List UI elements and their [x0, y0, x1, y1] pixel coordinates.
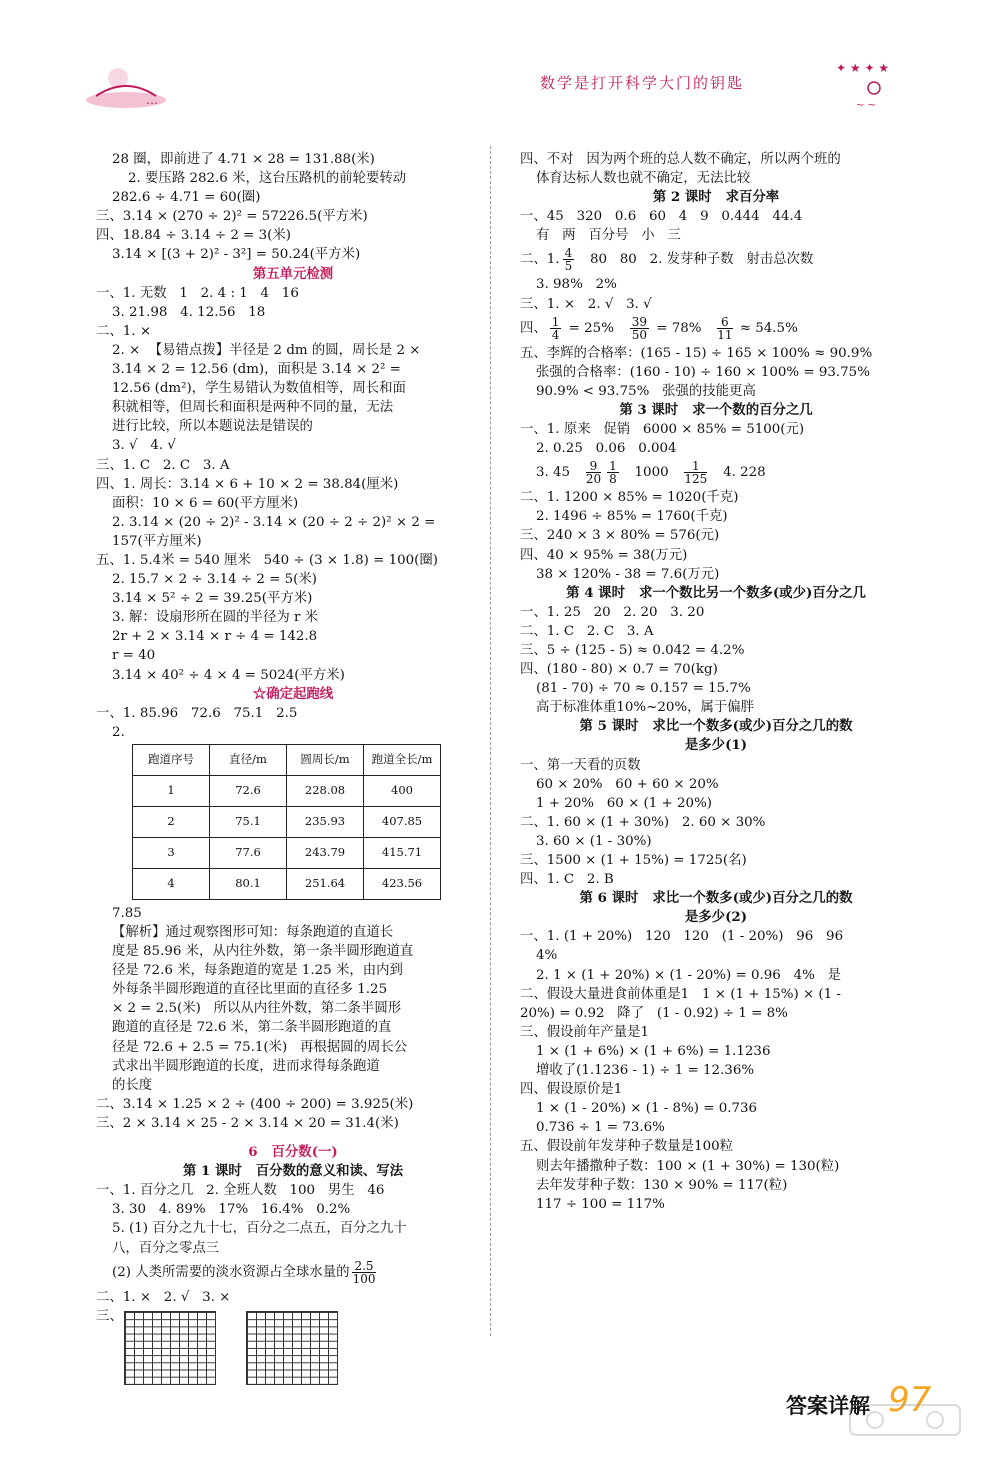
answer-line: 90.9% < 93.75% 张强的技能更高: [536, 383, 756, 399]
answer-line: 的长度: [112, 1077, 153, 1093]
table-cell: 80.1: [210, 868, 287, 899]
table-header-cell: 跑道序号: [133, 744, 210, 775]
fraction: [586, 460, 601, 485]
left-intro-lines: [96, 150, 474, 265]
fraction-numerator: 1: [609, 459, 617, 474]
lesson3-title: 第 3 课时 求一个数的百分之几: [619, 401, 813, 418]
answer-line: 四、18.84 ÷ 3.14 ÷ 2 = 3(米): [96, 228, 292, 244]
answer-line: 3. 21.98 4. 12.56 18: [112, 304, 266, 320]
table-cell: 243.79: [287, 837, 364, 868]
answer-line: 二、3.14 × 1.25 × 2 ÷ (400 ÷ 200) = 3.925(米): [96, 1096, 414, 1112]
track-analysis: [96, 904, 474, 1133]
answer-line: 三、3.14 × (270 ÷ 2)² = 57226.5(平方米): [96, 209, 368, 225]
table-cell: 72.6: [210, 775, 287, 806]
answer-line: 3. 60 × (1 - 30%): [536, 833, 652, 849]
page-number: 97: [888, 1380, 932, 1420]
table-header-cell: 圆周长/m: [287, 744, 364, 775]
fraction-numerator: 4: [564, 246, 573, 261]
answer-label: 三、: [96, 1308, 123, 1324]
table-cell: 4: [133, 868, 210, 899]
answer-text: 4. 228: [710, 465, 766, 481]
answer-line: 1 × (1 + 6%) × (1 + 6%) = 1.1236: [536, 1043, 771, 1059]
header-motto: 数学是打开科学大门的钥匙: [540, 74, 745, 92]
fraction-numerator: 39: [631, 314, 647, 329]
fraction-numerator: 9: [586, 460, 601, 473]
footer-label: 答案详解: [786, 1394, 870, 1418]
answer-line: 二、1. 1200 × 85% = 1020(千克): [520, 490, 739, 506]
answer-line: 高于标准体重10%~20%，属于偏胖: [536, 700, 755, 716]
answer-line: 四、不对 因为两个班的总人数不确定，所以两个班的: [520, 152, 841, 167]
answer-text: ≈ 54.5%: [735, 320, 798, 336]
lesson6-title: 第 6 课时 求比一个数多(或少)百分之几的数: [579, 890, 853, 907]
answer-line: 38 × 120% - 38 = 7.6(万元): [536, 566, 720, 582]
answer-line: 张强的合格率：(160 - 10) ÷ 160 × 100% = 93.75%: [536, 364, 870, 380]
answer-line: 积就相等，但周长和面积是两种不同的量，无法: [112, 400, 394, 416]
answer-line: 外每条半圆形跑道的直径比里面的直径多 1.25: [112, 982, 388, 998]
answer-line: 增收了(1.1236 - 1) ÷ 1 = 12.36%: [536, 1063, 755, 1079]
table-header-cell: 跑道全长/m: [364, 744, 441, 775]
answer-line: 3.14 × [(3 + 2)² - 3²] = 50.24(平方米): [112, 247, 361, 263]
answer-line: (81 - 70) ÷ 70 ≈ 0.157 = 15.7%: [536, 681, 751, 697]
lesson2-title: 第 2 课时 求百分率: [652, 189, 780, 206]
table-cell: 1: [133, 775, 210, 806]
answer-text: 二、1.: [520, 252, 560, 268]
table-header-cell: 直径/m: [210, 744, 287, 775]
answer-line: 式求出半圆形跑道的长度，进而求得每条跑道: [112, 1058, 380, 1074]
answer-line: 【解析】通过观察图形可知：每条跑道的直道长: [112, 925, 394, 940]
answer-line: 2. 要压路 282.6 米，这台压路机的前轮要转动: [128, 171, 407, 187]
unit5-title: 第五单元检测: [252, 265, 334, 282]
table-row: [133, 806, 441, 837]
answer-line: 则去年播撒种子数：100 × (1 + 30%) = 130(粒): [536, 1158, 840, 1174]
answer-text: (2) 人类所需要的淡水资源占全球水量的: [112, 1264, 350, 1280]
answer-line: [520, 314, 912, 344]
fraction-denominator: 5: [564, 259, 573, 274]
fraction-numerator: 1: [551, 314, 560, 329]
decorative-stars: [826, 52, 916, 112]
answer-line: 7.85: [112, 905, 142, 921]
answer-line: 2. 3.14 × (20 ÷ 2)² - 3.14 × (20 ÷ 2 ÷ 2)² × 2 =: [112, 514, 436, 530]
answer-line: 三、5 ÷ (125 - 5) ≈ 0.042 = 4.2%: [520, 642, 745, 658]
answer-line: [520, 458, 912, 488]
fraction-numerator: 6: [717, 316, 732, 329]
answer-line: 一、45 320 0.6 60 4 9 0.444 44.4: [520, 209, 803, 225]
answer-text: 80 80 2. 发芽种子数 射击总次数: [577, 252, 814, 268]
svg-text:✦ ★ ✦ ★: ✦ ★ ✦ ★: [836, 61, 890, 75]
table-cell: 228.08: [287, 775, 364, 806]
unit5-answers: [96, 284, 474, 685]
fraction-numerator: 2.5: [354, 1258, 374, 1273]
answer-line: 5. (1) 百分之九十七，百分之二点五，百分之九十: [112, 1221, 407, 1237]
answer-line: 1 + 20% 60 × (1 + 20%): [536, 795, 713, 811]
answer-line: 3. √ 4. √: [112, 438, 176, 454]
answer-line: 3. 解：设扇形所在圆的半径为 r 米: [112, 610, 319, 626]
table-cell: 2: [133, 806, 210, 837]
answer-line: 五、假设前年发芽种子数量是100粒: [520, 1139, 734, 1155]
fraction-numerator: 1: [684, 460, 707, 473]
answer-line: 20%) = 0.92 降了 (1 - 0.92) ÷ 1 = 8%: [520, 1005, 788, 1021]
hundred-grid-answers: [96, 1307, 474, 1387]
table-cell: 75.1: [210, 806, 287, 837]
answer-line: 3.14 × 2 = 12.56 (dm)，面积是 3.14 × 2² =: [112, 362, 401, 378]
answer-line: 一、1. 85.96 72.6 75.1 2.5: [96, 705, 298, 721]
answer-line: 3. 30 4. 89% 17% 16.4% 0.2%: [112, 1202, 351, 1218]
answer-line: 四、40 × 95% = 38(万元): [520, 547, 688, 563]
table-cell: 400: [364, 775, 441, 806]
answer-line: 三、假设前年产量是1: [520, 1024, 650, 1040]
track-title: ☆确定起跑线: [252, 685, 334, 702]
table-cell: 423.56: [364, 868, 441, 899]
answer-line: 60 × 20% 60 + 60 × 20%: [536, 776, 719, 792]
answer-line: [112, 1258, 474, 1288]
answer-line: r = 40: [112, 648, 156, 664]
unit6-title: 6 百分数(一): [248, 1144, 338, 1161]
answer-line: 二、1. C 2. C 3. A: [520, 623, 654, 639]
answer-line: 三、1. × 2. √ 3. √: [520, 296, 652, 312]
answer-line: 2.: [112, 724, 125, 740]
right-column: [520, 150, 912, 1214]
answer-line: 一、1. (1 + 20%) 120 120 (1 - 20%) 96 96: [520, 929, 844, 945]
answer-text: = 78%: [651, 320, 715, 336]
fraction: [717, 316, 732, 341]
answer-line: 0.736 ÷ 1 = 73.6%: [536, 1120, 665, 1136]
table-row: [133, 868, 441, 899]
answer-line: 2r + 2 × 3.14 × r ÷ 4 = 142.8: [112, 629, 318, 645]
fraction-denominator: 50: [631, 327, 647, 342]
answer-text: 3. 45: [536, 465, 583, 481]
answer-line: 五、1. 5.4米 = 540 厘米 540 ÷ (3 × 1.8) = 100(圈): [96, 552, 439, 568]
answer-line: 四、假设原价是1: [520, 1082, 623, 1098]
answer-line: 157(平方厘米): [112, 533, 202, 549]
watermark-logo: [830, 1400, 980, 1455]
answer-line: 一、1. 无数 1 2. 4 : 1 4 16: [96, 285, 299, 301]
answer-line: 3. 98% 2%: [536, 277, 617, 293]
answer-line: 12.56 (dm²)，学生易错认为数值相等，周长和面: [112, 381, 406, 397]
answer-line: 3.14 × 5² ÷ 2 = 39.25(平方米): [112, 591, 313, 607]
answer-line: 径是 72.6 米，每条跑道的宽是 1.25 米，由内到: [112, 963, 403, 979]
answer-text: 1000: [621, 465, 682, 481]
svg-text:~ ~: ~ ~: [856, 100, 876, 111]
fraction: [607, 460, 619, 485]
answer-line: 五、李辉的合格率：(165 - 15) ÷ 165 × 100% ≈ 90.9%: [520, 345, 873, 361]
table-row: [133, 775, 441, 806]
answer-line: 二、1. × 2. √ 3. ×: [96, 1289, 231, 1305]
track-table: [132, 744, 441, 900]
answer-line: 八，百分之零点三: [112, 1240, 220, 1256]
answer-line: 2. × 【易错点拨】半径是 2 dm 的圆，周长是 2 ×: [112, 342, 421, 358]
answer-line: 进行比较，所以本题说法是错误的: [112, 419, 313, 435]
table-cell: 235.93: [287, 806, 364, 837]
decorative-logo: [76, 56, 176, 116]
fraction-denominator: 11: [717, 327, 733, 342]
answer-line: 2. 15.7 × 2 ÷ 3.14 ÷ 2 = 5(米): [112, 572, 317, 588]
fraction: [684, 460, 707, 485]
answer-line: 跑道的直径是 72.6 米，第二条半圆形跑道的直: [112, 1020, 392, 1036]
lesson6-title-line2: 是多少(2): [684, 909, 748, 926]
table-header-row: [133, 744, 441, 775]
table-cell: 3: [133, 837, 210, 868]
column-divider: [490, 146, 491, 1336]
answer-line: 二、1. ×: [96, 323, 152, 339]
answer-line: 一、1. 25 20 2. 20 3. 20: [520, 604, 705, 620]
svg-text:…: …: [146, 93, 158, 107]
table-cell: 415.71: [364, 837, 441, 868]
lesson5-title-line2: 是多少(1): [684, 737, 748, 754]
answer-line: 有 两 百分号 小 三: [536, 228, 681, 244]
answer-line: 三、1. C 2. C 3. A: [96, 457, 230, 473]
hundred-grid: [246, 1311, 338, 1385]
answer-line: 体育达标人数也就不确定，无法比较: [536, 171, 751, 187]
answer-text: 四、: [520, 320, 547, 336]
answer-line: 4%: [536, 948, 558, 964]
answer-line: 面积：10 × 6 = 60(平方厘米): [112, 495, 299, 511]
answer-line: 2. 1496 ÷ 85% = 1760(千克): [536, 509, 728, 525]
answer-line: 28 圈，即前进了 4.71 × 28 = 131.88(米): [112, 152, 375, 167]
answer-line: 二、假设大量进食前体重是1 1 × (1 + 15%) × (1 -: [520, 986, 841, 1002]
answer-line: [520, 245, 912, 275]
answer-line: 282.6 ÷ 4.71 = 60(圈): [112, 190, 261, 206]
fraction: [352, 1260, 375, 1285]
fraction: [550, 316, 562, 341]
table-row: [133, 837, 441, 868]
answer-line: 二、1. 60 × (1 + 30%) 2. 60 × 30%: [520, 814, 766, 830]
table-cell: 407.85: [364, 806, 441, 837]
answer-line: 四、1. C 2. B: [520, 872, 614, 888]
hundred-grid: [124, 1311, 216, 1385]
fraction: [630, 316, 649, 341]
lesson1-title: 第 1 课时 百分数的意义和读、写法: [182, 1163, 404, 1180]
answer-line: 2. 0.25 0.06 0.004: [536, 441, 677, 457]
answer-line: 四、1. 周长：3.14 × 6 + 10 × 2 = 38.84(厘米): [96, 476, 399, 492]
left-column: [96, 150, 474, 1387]
fraction-denominator: 100: [352, 1271, 376, 1286]
answer-line: 去年发芽种子数：130 × 90% = 117(粒): [536, 1177, 788, 1193]
lesson5-title: 第 5 课时 求比一个数多(或少)百分之几的数: [579, 718, 853, 735]
answer-line: 三、1500 × (1 + 15%) = 1725(名): [520, 853, 747, 868]
answer-line: 三、240 × 3 × 80% = 576(元): [520, 528, 720, 544]
answer-line: 一、1. 百分之几 2. 全班人数 100 男生 46: [96, 1183, 385, 1199]
answer-line: × 2 = 2.5(米) 所以从内往外数，第二条半圆形: [112, 1001, 402, 1017]
answer-line: 一、第一天看的页数: [520, 757, 641, 773]
fraction-denominator: 8: [609, 472, 617, 487]
answer-text: = 25%: [564, 320, 627, 336]
fraction-denominator: 4: [551, 327, 560, 342]
answer-line: 2. 1 × (1 + 20%) × (1 - 20%) = 0.96 4% 是: [536, 967, 841, 983]
answer-line: 一、1. 原来 促销 6000 × 85% = 5100(元): [520, 422, 805, 438]
answer-line: 径是 72.6 + 2.5 = 75.1(米) 再根据圆的周长公: [112, 1039, 408, 1055]
fraction-denominator: 125: [684, 472, 708, 487]
fraction: [563, 247, 575, 272]
answer-line: 三、2 × 3.14 × 25 - 2 × 3.14 × 20 = 31.4(米): [96, 1115, 399, 1131]
answer-line: 四、(180 - 80) × 0.7 = 70(kg): [520, 662, 718, 678]
table-cell: 77.6: [210, 837, 287, 868]
answer-line: 度是 85.96 米，从内往外数，第一条半圆形跑道直: [112, 944, 414, 960]
answer-line: 1 × (1 - 20%) × (1 - 8%) = 0.736: [536, 1101, 758, 1117]
answer-line: 3.14 × 40² ÷ 4 × 4 = 5024(平方米): [112, 667, 345, 683]
answer-line: 117 ÷ 100 = 117%: [536, 1196, 665, 1212]
fraction-denominator: 20: [585, 472, 602, 487]
lesson4-title: 第 4 课时 求一个数比另一个数多(或少)百分之几: [566, 584, 866, 601]
table-cell: 251.64: [287, 868, 364, 899]
